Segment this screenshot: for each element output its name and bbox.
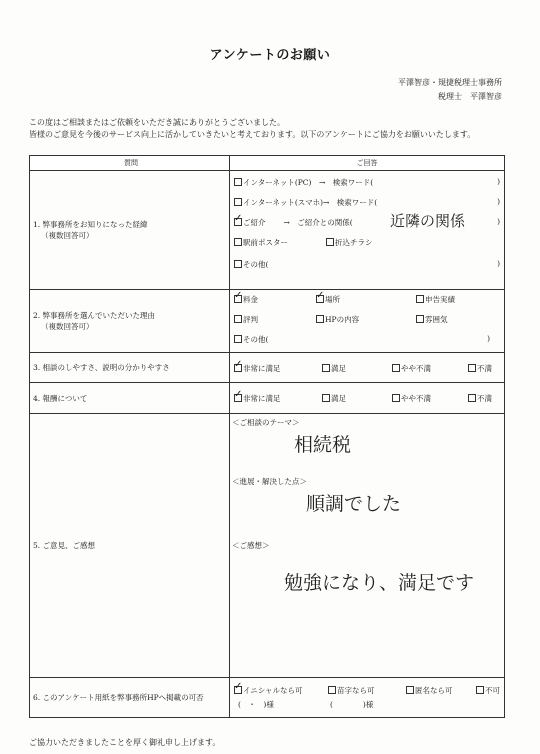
- question-2-label: 2. 弊事務所を選んでいただいた理由: [33, 311, 156, 320]
- progress-label: ＜進展・解決した点＞: [232, 477, 307, 486]
- paren-close: ): [497, 259, 500, 268]
- question-3: 3. 相談のしやすさ、説明の分かりやすさ: [30, 353, 230, 383]
- checkbox-checked[interactable]: [316, 295, 324, 303]
- q2-option-website[interactable]: HPの内容: [316, 314, 359, 325]
- checkbox-checked[interactable]: [234, 394, 242, 402]
- checkbox[interactable]: [316, 315, 324, 323]
- checkbox[interactable]: [468, 394, 476, 402]
- q2-option-other[interactable]: その他(: [234, 334, 268, 345]
- answer-5: [230, 414, 505, 678]
- q3-option-very-satisfied[interactable]: ✓ 非常に満足: [234, 363, 281, 374]
- answer-4: [230, 383, 505, 414]
- question-5: 5. ご意見、ご感想: [30, 414, 230, 678]
- handwritten-theme: 相続税: [294, 434, 352, 456]
- q4-option-somewhat-unsatisfied[interactable]: やや不満: [392, 393, 431, 404]
- q3-option-unsatisfied[interactable]: 不満: [468, 363, 492, 374]
- q2-option-atmosphere[interactable]: 雰囲気: [416, 314, 448, 325]
- checkbox[interactable]: [468, 364, 476, 372]
- question-1: [30, 171, 230, 290]
- q2-option-fee[interactable]: ✓料金: [234, 294, 258, 305]
- header-answer: ご回答: [230, 156, 505, 171]
- office-name: 平澤智彦・規捷税理士事務所: [398, 78, 502, 87]
- q6-option-surname[interactable]: 苗字なら可: [328, 685, 375, 696]
- q3-option-satisfied[interactable]: 満足: [322, 363, 346, 374]
- q1-option-flyer[interactable]: 折込チラシ: [326, 237, 373, 248]
- checkbox[interactable]: [234, 260, 242, 268]
- question-1-sub: （複数回答可）: [41, 231, 94, 240]
- checkbox[interactable]: [328, 686, 336, 694]
- question-2-sub: （複数回答可）: [41, 322, 94, 331]
- q2-option-location[interactable]: ✓ 場所: [316, 294, 340, 305]
- checkbox[interactable]: [234, 178, 242, 186]
- theme-label: ＜ご相談のテーマ＞: [232, 418, 300, 427]
- q1-option-other[interactable]: その他(: [234, 259, 268, 270]
- intro-line-1: この度はご相談またはご依頼をいただき誠にありがとうございました。: [29, 118, 285, 127]
- q1-option-pc[interactable]: インターネット(PC) → 検索ワード(: [234, 177, 373, 188]
- paren-close: ): [497, 217, 500, 226]
- q4-option-very-satisfied[interactable]: ✓ 非常に満足: [234, 393, 281, 404]
- q3-option-somewhat-unsatisfied[interactable]: やや不満: [392, 363, 431, 374]
- checkbox-checked[interactable]: [234, 295, 242, 303]
- q6-option-not-allowed[interactable]: 不可: [476, 685, 500, 696]
- checkbox[interactable]: [392, 394, 400, 402]
- answer-2: [230, 290, 505, 353]
- paren-close: ): [497, 197, 500, 206]
- q1-option-smartphone[interactable]: インターネット(スマホ)→ 検索ワード(: [234, 197, 377, 208]
- intro-line-2: 皆様のご意見を今後のサービス向上に活かしていきたいと考えております。以下のアンケートにご協力をお願いいたします。: [29, 130, 476, 139]
- q2-option-reputation[interactable]: 評判: [234, 314, 258, 325]
- q4-option-unsatisfied[interactable]: 不満: [468, 393, 492, 404]
- checkbox[interactable]: [476, 686, 484, 694]
- q6-surname-field[interactable]: ( )様: [330, 700, 374, 709]
- answer-1: [230, 171, 505, 290]
- question-2: [30, 290, 230, 353]
- paren-close: ): [497, 177, 500, 186]
- checkbox-checked[interactable]: [234, 218, 242, 226]
- question-4: 4. 報酬について: [30, 383, 230, 414]
- header-question: 質問: [30, 156, 230, 171]
- checkbox[interactable]: [234, 335, 242, 343]
- checkbox[interactable]: [406, 686, 414, 694]
- paren-close: ): [487, 334, 490, 343]
- checkbox-checked[interactable]: [234, 364, 242, 372]
- q4-option-satisfied[interactable]: 満足: [322, 393, 346, 404]
- checkbox[interactable]: [234, 238, 242, 246]
- answer-3: [230, 353, 505, 383]
- checkbox[interactable]: [416, 295, 424, 303]
- q6-option-anonymous[interactable]: 匿名なら可: [406, 685, 453, 696]
- checkbox-checked[interactable]: [234, 686, 242, 694]
- q2-option-record[interactable]: 申告実績: [416, 294, 455, 305]
- q6-initials-field[interactable]: ( ・ )様: [238, 700, 274, 709]
- checkbox[interactable]: [322, 364, 330, 372]
- checkbox[interactable]: [326, 238, 334, 246]
- footer-thanks: ご協力いただきましたことを厚く御礼申し上げます。: [29, 738, 221, 747]
- q1-option-referral[interactable]: ✓ご紹介 → ご紹介との関係(: [234, 217, 353, 228]
- answer-6: [230, 678, 505, 718]
- q1-option-poster[interactable]: 駅前ポスター: [234, 237, 288, 248]
- checkbox[interactable]: [234, 315, 242, 323]
- document-title: アンケートのお願い: [209, 48, 331, 63]
- handwritten-impression: 勉強になり、満足です: [284, 572, 475, 594]
- question-1-label: 1. 弊事務所をお知りになった経緯: [33, 220, 148, 229]
- handwritten-progress: 順調でした: [306, 493, 402, 515]
- question-6: 6. このアンケート用紙を弊事務所HPへ掲載の可否: [30, 678, 230, 718]
- checkbox[interactable]: [322, 394, 330, 402]
- checkbox[interactable]: [416, 315, 424, 323]
- tax-accountant-name: 税理士 平澤智彦: [438, 92, 502, 101]
- q6-option-initials[interactable]: ✓イニシャルなら可: [234, 685, 303, 696]
- checkbox[interactable]: [392, 364, 400, 372]
- impression-label: ＜ご感想＞: [232, 541, 270, 550]
- handwritten-relation: 近隣の関係: [390, 212, 466, 230]
- checkbox[interactable]: [234, 198, 242, 206]
- survey-table: [29, 155, 505, 718]
